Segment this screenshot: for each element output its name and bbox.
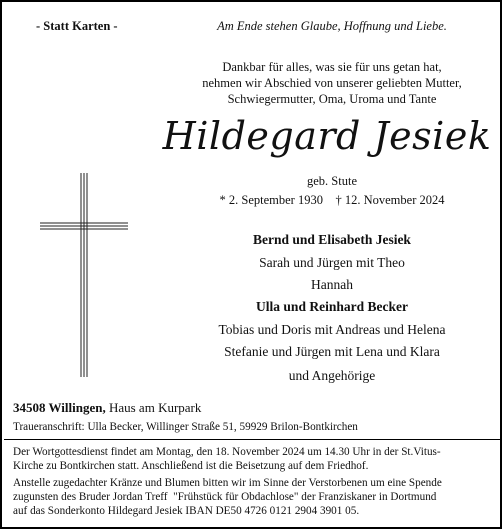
service-line-2: Kirche zu Bontkirchen statt. Anschließend ist die Beisetzung auf dem Friedhof. <box>13 460 369 472</box>
thanks-line-3: Schwiegermutter, Oma, Uroma und Tante <box>227 92 437 106</box>
header-motto: Am Ende stehen Glaube, Hoffnung und Liebe. <box>217 19 447 33</box>
family-line: Stefanie und Jürgen mit Lena und Klara <box>224 344 440 359</box>
place-line <box>13 400 201 416</box>
service-line-1: Der Wortgottesdienst findet am Montag, den 18. November 2024 um 14.30 Uhr in der St.Vitus- <box>13 446 441 458</box>
place-venue: Haus am Kurpark <box>105 400 202 415</box>
thanks-line-1: Dankbar für alles, was sie für uns getan hat, <box>222 60 442 74</box>
birth-name: geb. Stute <box>307 174 357 188</box>
donation-line-3: auf das Sonderkonto Hildegard Jesiek IBAN DE50 4726 0121 2904 3901 05. <box>13 505 360 517</box>
donation-line-2: zugunsten des Bruder Jordan Treff "Frühstück für Obdachlose" der Franziskaner in Dortmund <box>13 491 437 503</box>
family-line: Sarah und Jürgen mit Theo <box>259 255 405 270</box>
family-line: Tobias und Doris mit Andreas und Helena <box>218 322 446 337</box>
family-line: Bernd und Elisabeth Jesiek <box>253 232 411 247</box>
header-statt-karten: - Statt Karten - <box>36 19 118 33</box>
place-city: 34508 Willingen, <box>13 400 106 415</box>
family-line: und Angehörige <box>288 368 376 383</box>
donation-line-1: Anstelle zugedachter Kränze und Blumen bitten wir im Sinne der Verstorbenen um eine Spende <box>13 477 442 489</box>
deceased-name: Hildegard Jesiek <box>162 114 492 158</box>
divider <box>4 439 502 440</box>
mourning-address: Traueranschrift: Ulla Becker, Willinger Straße 51, 59929 Brilon-Bontkirchen <box>13 421 358 433</box>
thanks-line-2: nehmen wir Abschied von unserer geliebten Mutter, <box>202 76 462 90</box>
life-dates: * 2. September 1930 † 12. November 2024 <box>219 193 445 207</box>
family-line: Ulla und Reinhard Becker <box>256 299 408 314</box>
family-line: Hannah <box>311 277 353 292</box>
cross-icon <box>40 173 128 377</box>
